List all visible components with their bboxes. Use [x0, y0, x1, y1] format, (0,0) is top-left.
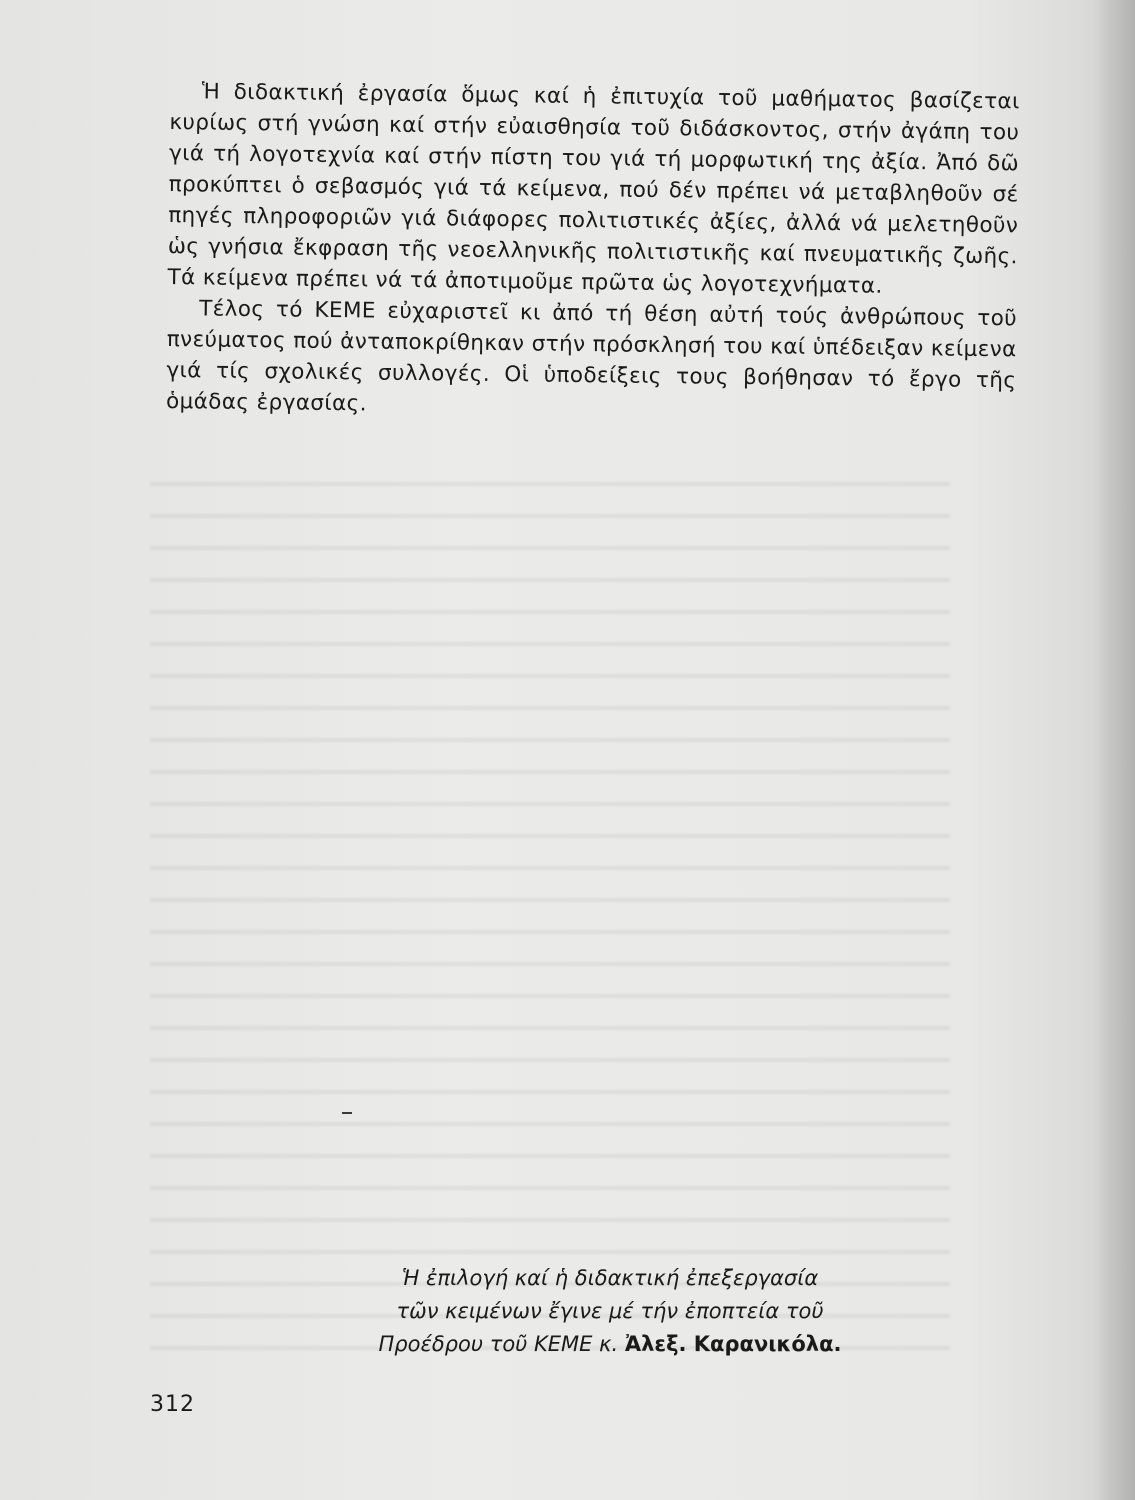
- show-through-text: [150, 460, 950, 1360]
- credit-line-2: τῶν κειμένων ἔγινε μέ τήν ἐποπτεία τοῦ: [396, 1299, 824, 1323]
- credit-editor-name: Ἀλεξ. Καρανικόλα.: [624, 1332, 842, 1356]
- page-spine-shadow: [1097, 0, 1135, 1500]
- body-text: [166, 76, 1020, 427]
- paragraph-teaching: Ἡ διδακτική ἐργασία ὅμως καί ἡ ἐπιτυχία τοῦ μαθήματος βασίζεται κυρίως στή γνώση καί στήν εὐαισθησία τοῦ διδάσκοντος, στήν ἀγάπη του γιά τή λογοτεχνία καί στήν πίστη του γιά τή μορφωτική της ἀξία. Ἀπό δῶ προκύπτει ὁ σεβασμός γιά τά κείμενα, πού δέν πρέπει νά μεταβληθοῦν σέ πηγές πληροφοριῶν γιά διάφορες πολιτιστικές ἀξίες, ἀλλά νά μελετηθοῦν ὡς γνήσια ἔκφραση τῆς νεοελληνικῆς πολιτιστικῆς καί πνευματικῆς ζωῆς. Τά κείμενα πρέπει νά τά ἀποτιμοῦμε πρῶτα ὡς λογοτεχνήματα.: [167, 79, 1020, 299]
- credit-line-3: [330, 1328, 890, 1361]
- page-number: 312: [150, 1392, 195, 1417]
- editorial-credit: [330, 1262, 890, 1361]
- paragraph-thanks: Τέλος τό ΚΕΜΕ εὐχαριστεῖ κι ἀπό τή θέση αὐτή τούς ἀνθρώπους τοῦ πνεύματος πού ἀνταποκρίθηκαν στήν πρόσκλησή του καί ὑπέδειξαν κείμενα γιά τίς σχολικές συλλογές. Οἱ ὑποδείξεις τους βοήθησαν τό ἔργο τῆς ὁμάδας ἐργασίας.: [165, 296, 1018, 417]
- dash-mark: [342, 1112, 352, 1114]
- credit-line-1: Ἡ ἐπιλογή καί ἡ διδακτική ἐπεξεργασία: [401, 1266, 819, 1290]
- credit-line-3-prefix: Προέδρου τοῦ ΚΕΜΕ κ.: [378, 1332, 619, 1356]
